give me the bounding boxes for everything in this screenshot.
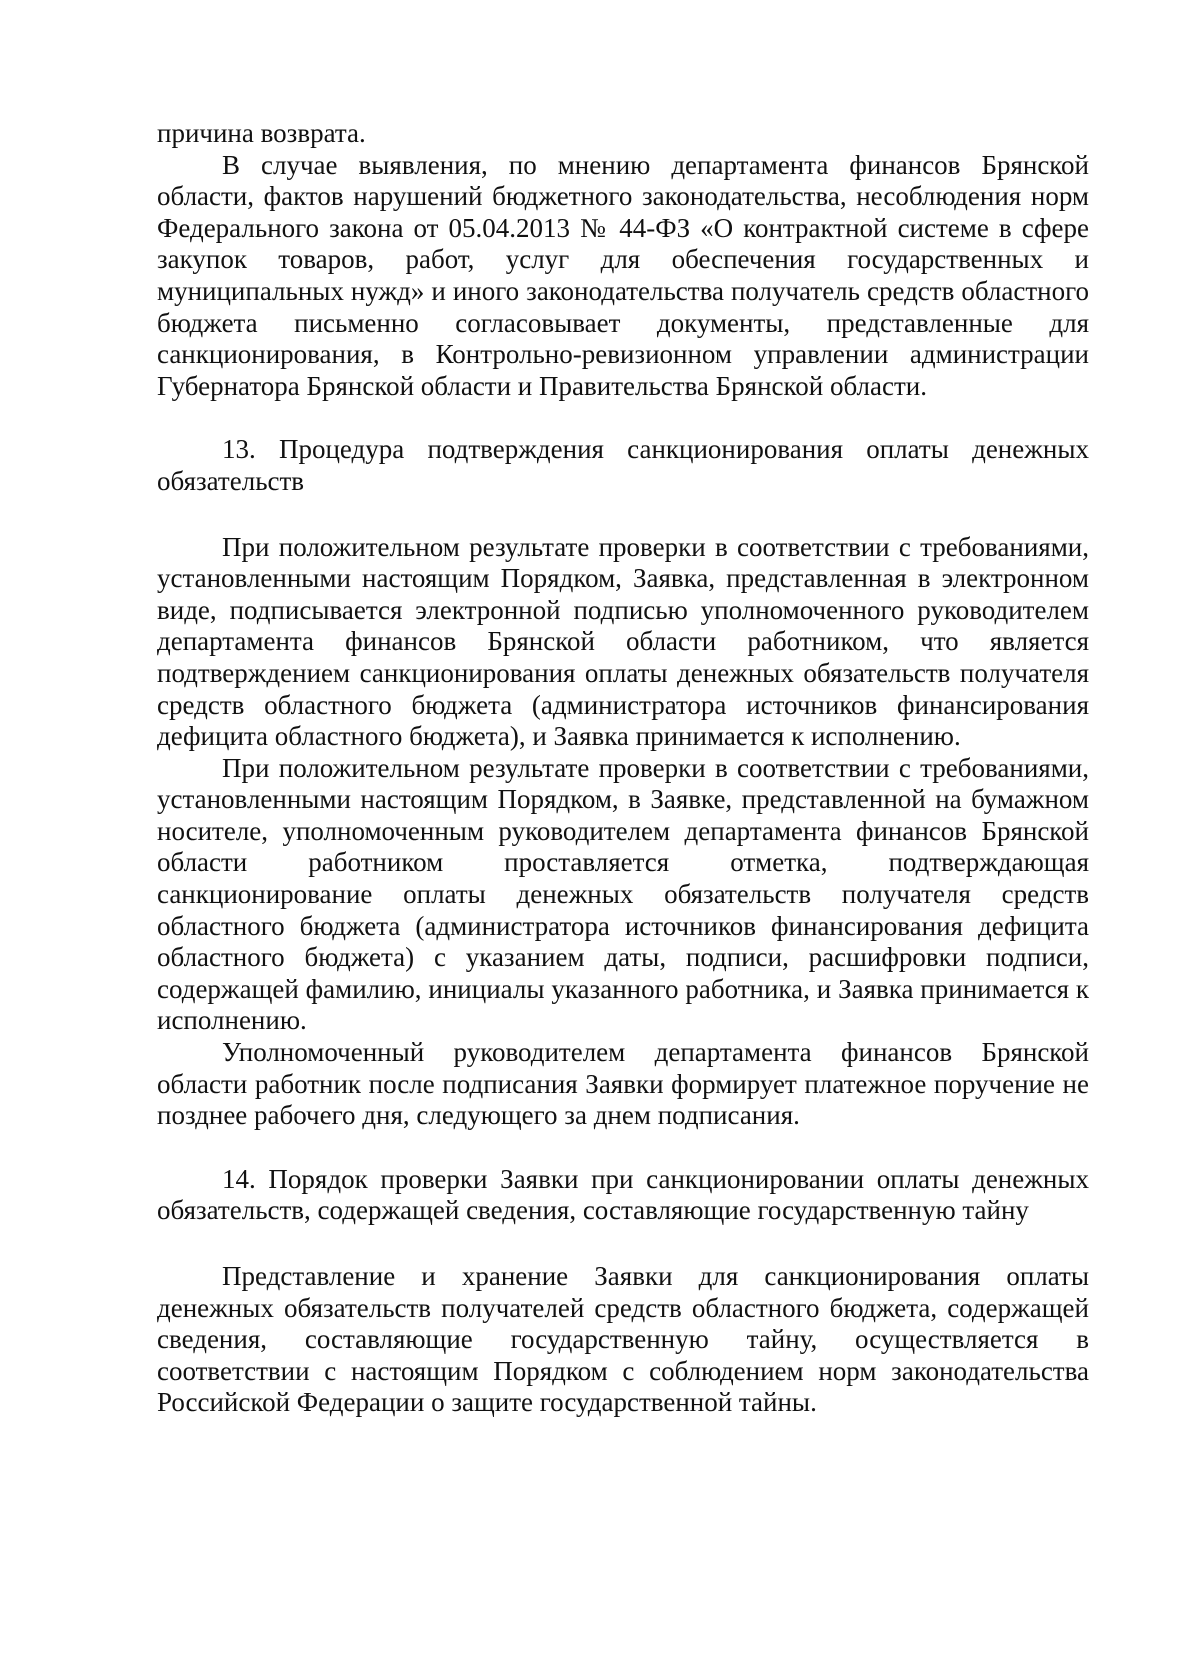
section-13-paragraph-paper: При положительном результате проверки в соответствии с требованиями, установленными настоящим Порядком, в Заявке, представленной на бумажном носителе, уполномоченным руководителем департамента финансов Брянской области работником проставляется отметка, подтверждающая санкционирование оплаты денежных обязательств получателя средств областного бюджета (администратора источников финансирования дефицита областного бюджета) с указанием даты, подписи, расшифровки подписи, содержащей фамилию, инициалы указанного работника, и Заявка принимается к исполнению. — [157, 752, 1089, 1036]
section-spacer — [157, 1132, 1089, 1164]
paragraph-violation-case: В случае выявления, по мнению департамента финансов Брянской области, фактов нарушений бюджетного законодательства, несоблюдения норм Федерального закона от 05.04.2013 № 44-ФЗ «О контрактной системе в сфере закупок товаров, работ, услуг для обеспечения государственных и муниципальных нужд» и иного законодательства получатель средств областного бюджета письменно согласовывает документы, представленные для санкционирования, в Контрольно-ревизионном управлении администрации Губернатора Брянской области и Правительства Брянской области. — [157, 149, 1089, 401]
document-body — [157, 118, 1089, 1419]
section-14-paragraph-state-secret: Представление и хранение Заявки для санкционирования оплаты денежных обязательств получателей средств областного бюджета, содержащей сведения, составляющие государственную тайну, осуществляется в соответствии с настоящим Порядком с соблюдением норм законодательства Российской Федерации о защите государственной тайны. — [157, 1261, 1089, 1418]
heading-spacer — [157, 498, 1089, 532]
section-13-paragraph-payment-order: Уполномоченный руководителем департамента финансов Брянской области работник после подписания Заявки формирует платежное поручение не позднее рабочего дня, следующего за днем подписания. — [157, 1037, 1089, 1131]
section-spacer — [157, 402, 1089, 434]
continuation-line: причина возврата. — [157, 118, 366, 148]
heading-spacer — [157, 1227, 1089, 1261]
section-14-heading: 14. Порядок проверки Заявки при санкционировании оплаты денежных обязательств, содержащей сведения, составляющие государственную тайну — [157, 1163, 1089, 1226]
section-13-heading: 13. Процедура подтверждения санкционирования оплаты денежных обязательств — [157, 434, 1089, 496]
section-13-paragraph-electronic: При положительном результате проверки в соответствии с требованиями, установленными настоящим Порядком, Заявка, представленная в электронном виде, подписывается электронной подписью уполномоченного руководителем департамента финансов Брянской области работником, что является подтверждением санкционирования оплаты денежных обязательств получателя средств областного бюджета (администратора источников финансирования дефицита областного бюджета), и Заявка принимается к исполнению. — [157, 531, 1089, 752]
